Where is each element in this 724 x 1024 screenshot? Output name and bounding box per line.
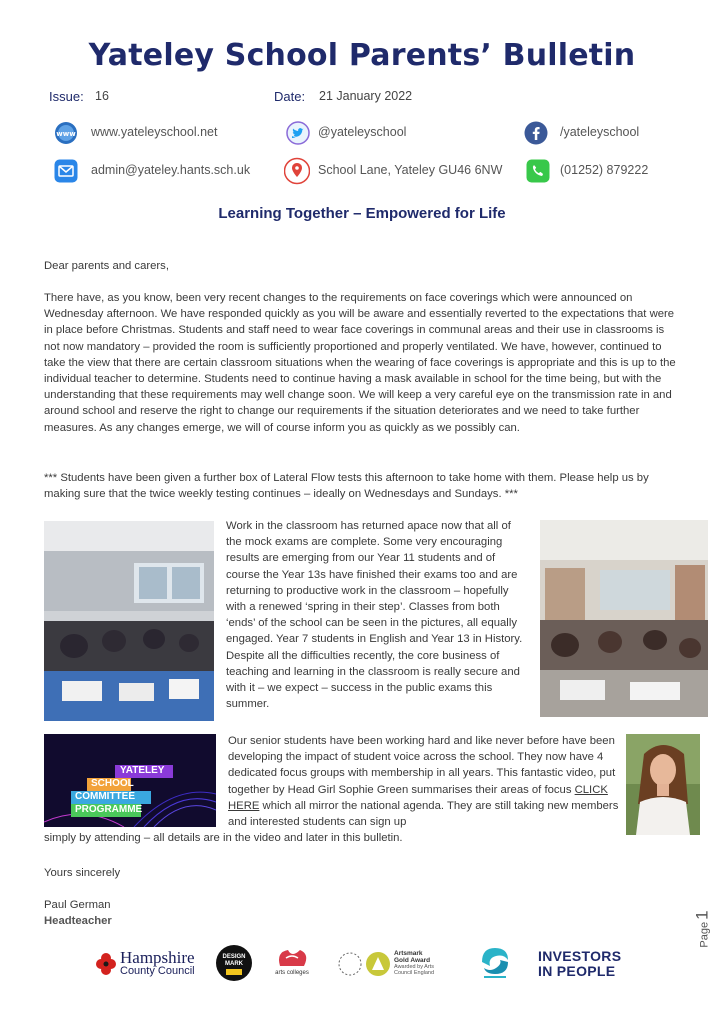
head-girl-photo	[626, 734, 700, 835]
committee-text-before: Our senior students have been working hard and like never before have been developing the impact of student voice across the school. They now have 4 dedicated focus groups with membership in all years. This fantastic video, put together by Head Girl Sophie Green summarises their areas of focus	[228, 735, 616, 796]
phone-number[interactable]: (01252) 879222	[560, 163, 649, 177]
page-number: 1	[692, 910, 712, 920]
programme-line3: COMMITTEE	[75, 791, 135, 802]
artsmark-line4: Council England	[394, 970, 435, 976]
svg-text:www: www	[56, 130, 76, 138]
classroom-photo-year7	[44, 521, 214, 721]
date-label: Date:	[274, 89, 306, 104]
committee-paragraph-tail: simply by attending – all details are in the video and later in this bulletin.	[44, 832, 403, 844]
date-value: 21 January 2022	[319, 89, 413, 103]
classroom-paragraph: Work in the classroom has returned apace now that all of the mock exams are complete. Some very encouraging results are emerging from our Year 11 students and of course the Year 13s have finished their exams too and are returning to productive work in the classroom – hopefully with a renewed ‘spring in their step’. Classes from both ‘ends’ of the school can be seen in the pictures, all equally engaged. Year 7 students in English and Year 13 in History. Despite all the difficulties recently, the core business of teaching and learning in the classroom is really secure and with it – we expect – success in the public exams this summer.	[226, 520, 523, 711]
investors-in-people-logo	[538, 948, 628, 980]
website-link[interactable]: www.yateleyschool.net	[91, 125, 218, 139]
location-pin-icon	[284, 157, 310, 185]
quality-mark-logo	[478, 944, 512, 980]
school-address: School Lane, Yateley GU46 6NW	[318, 163, 503, 177]
salutation: Dear parents and carers,	[44, 260, 169, 272]
committee-programme-graphic	[44, 734, 216, 827]
twitter-handle[interactable]: @yateleyschool	[318, 125, 407, 139]
artsmark-line1: Artsmark	[394, 950, 423, 957]
artsmark-logo	[338, 950, 448, 978]
issue-label: Issue:	[49, 89, 84, 104]
facebook-page[interactable]: /yateleyschool	[560, 125, 640, 139]
bulletin-title: Yateley School Parents’ Bulletin	[88, 38, 636, 73]
globe-icon	[54, 121, 78, 145]
investors-line1: INVESTORS	[538, 948, 622, 964]
email-address[interactable]: admin@yateley.hants.sch.uk	[91, 163, 251, 177]
investors-line2: IN PEOPLE	[538, 963, 616, 979]
hampshire-logo	[94, 948, 204, 982]
committee-text-after: which all mirror the national agenda. They are still taking new members and interested students can sign up	[228, 799, 619, 829]
issue-value: 16	[95, 89, 109, 103]
artsmark-line3: Awarded by Arts	[394, 964, 434, 970]
classroom-photo-year13	[540, 520, 708, 717]
signatory-role: Headteacher	[44, 915, 112, 927]
arts-colleges-text: arts colleges	[275, 970, 309, 976]
closing: Yours sincerely	[44, 867, 121, 879]
page-label: Page	[698, 921, 711, 948]
signatory-name: Paul German	[44, 899, 111, 911]
lateral-flow-paragraph: *** Students have been given a further box of Lateral Flow tests this afternoon to take home with them. Please help us by making sure that the twice weekly testing continues – ideally on Wednesdays and Sundays. ***	[44, 472, 649, 501]
hampshire-line2: County Council	[120, 965, 195, 977]
artsmark-line2: Gold Award	[394, 957, 431, 964]
design-mark-text: DESIGN MARK	[222, 954, 246, 967]
school-tagline: Learning Together – Empowered for Life	[218, 205, 506, 222]
design-mark-logo	[216, 945, 252, 981]
hampshire-line1: Hampshire	[120, 948, 195, 967]
programme-line1: YATELEY	[120, 765, 165, 776]
phone-icon	[526, 159, 550, 183]
programme-line4: PROGRAMME	[75, 804, 143, 815]
email-icon	[54, 159, 78, 183]
page-number-block	[690, 905, 720, 948]
committee-paragraph	[228, 733, 620, 830]
click-here-link[interactable]: CLICK HERE	[228, 783, 608, 812]
twitter-icon	[286, 121, 310, 145]
arts-colleges-logo	[272, 946, 312, 982]
facebook-icon	[524, 121, 548, 145]
face-coverings-paragraph: There have, as you know, been very recent changes to the requirements on face coverings which were announced on Wednesday afternoon. We have responded quickly as you will be aware and essentially reverted to the expectations that were in place before Christmas. Students and staff need to wear face coverings in communal areas and their use in classrooms is not now mandatory – provided the room is sufficiently proportioned and properly ventilated. We have, however, continued to take the view that there are certain classroom situations when the wearing of face coverings is appropriate and this is up to the individual teacher to determine. Students need to continue having a mask available in school for the time being, but with the understanding that these requirements may well change soon. We will keep a very careful eye on the transmission rate in and around school and reserve the right to change our requirements if the situation deteriorates and we need to take further measures. As any changes emerge, we will of course inform you as quickly as we possibly can.	[44, 292, 676, 434]
programme-line2: SCHOOL	[91, 778, 134, 789]
